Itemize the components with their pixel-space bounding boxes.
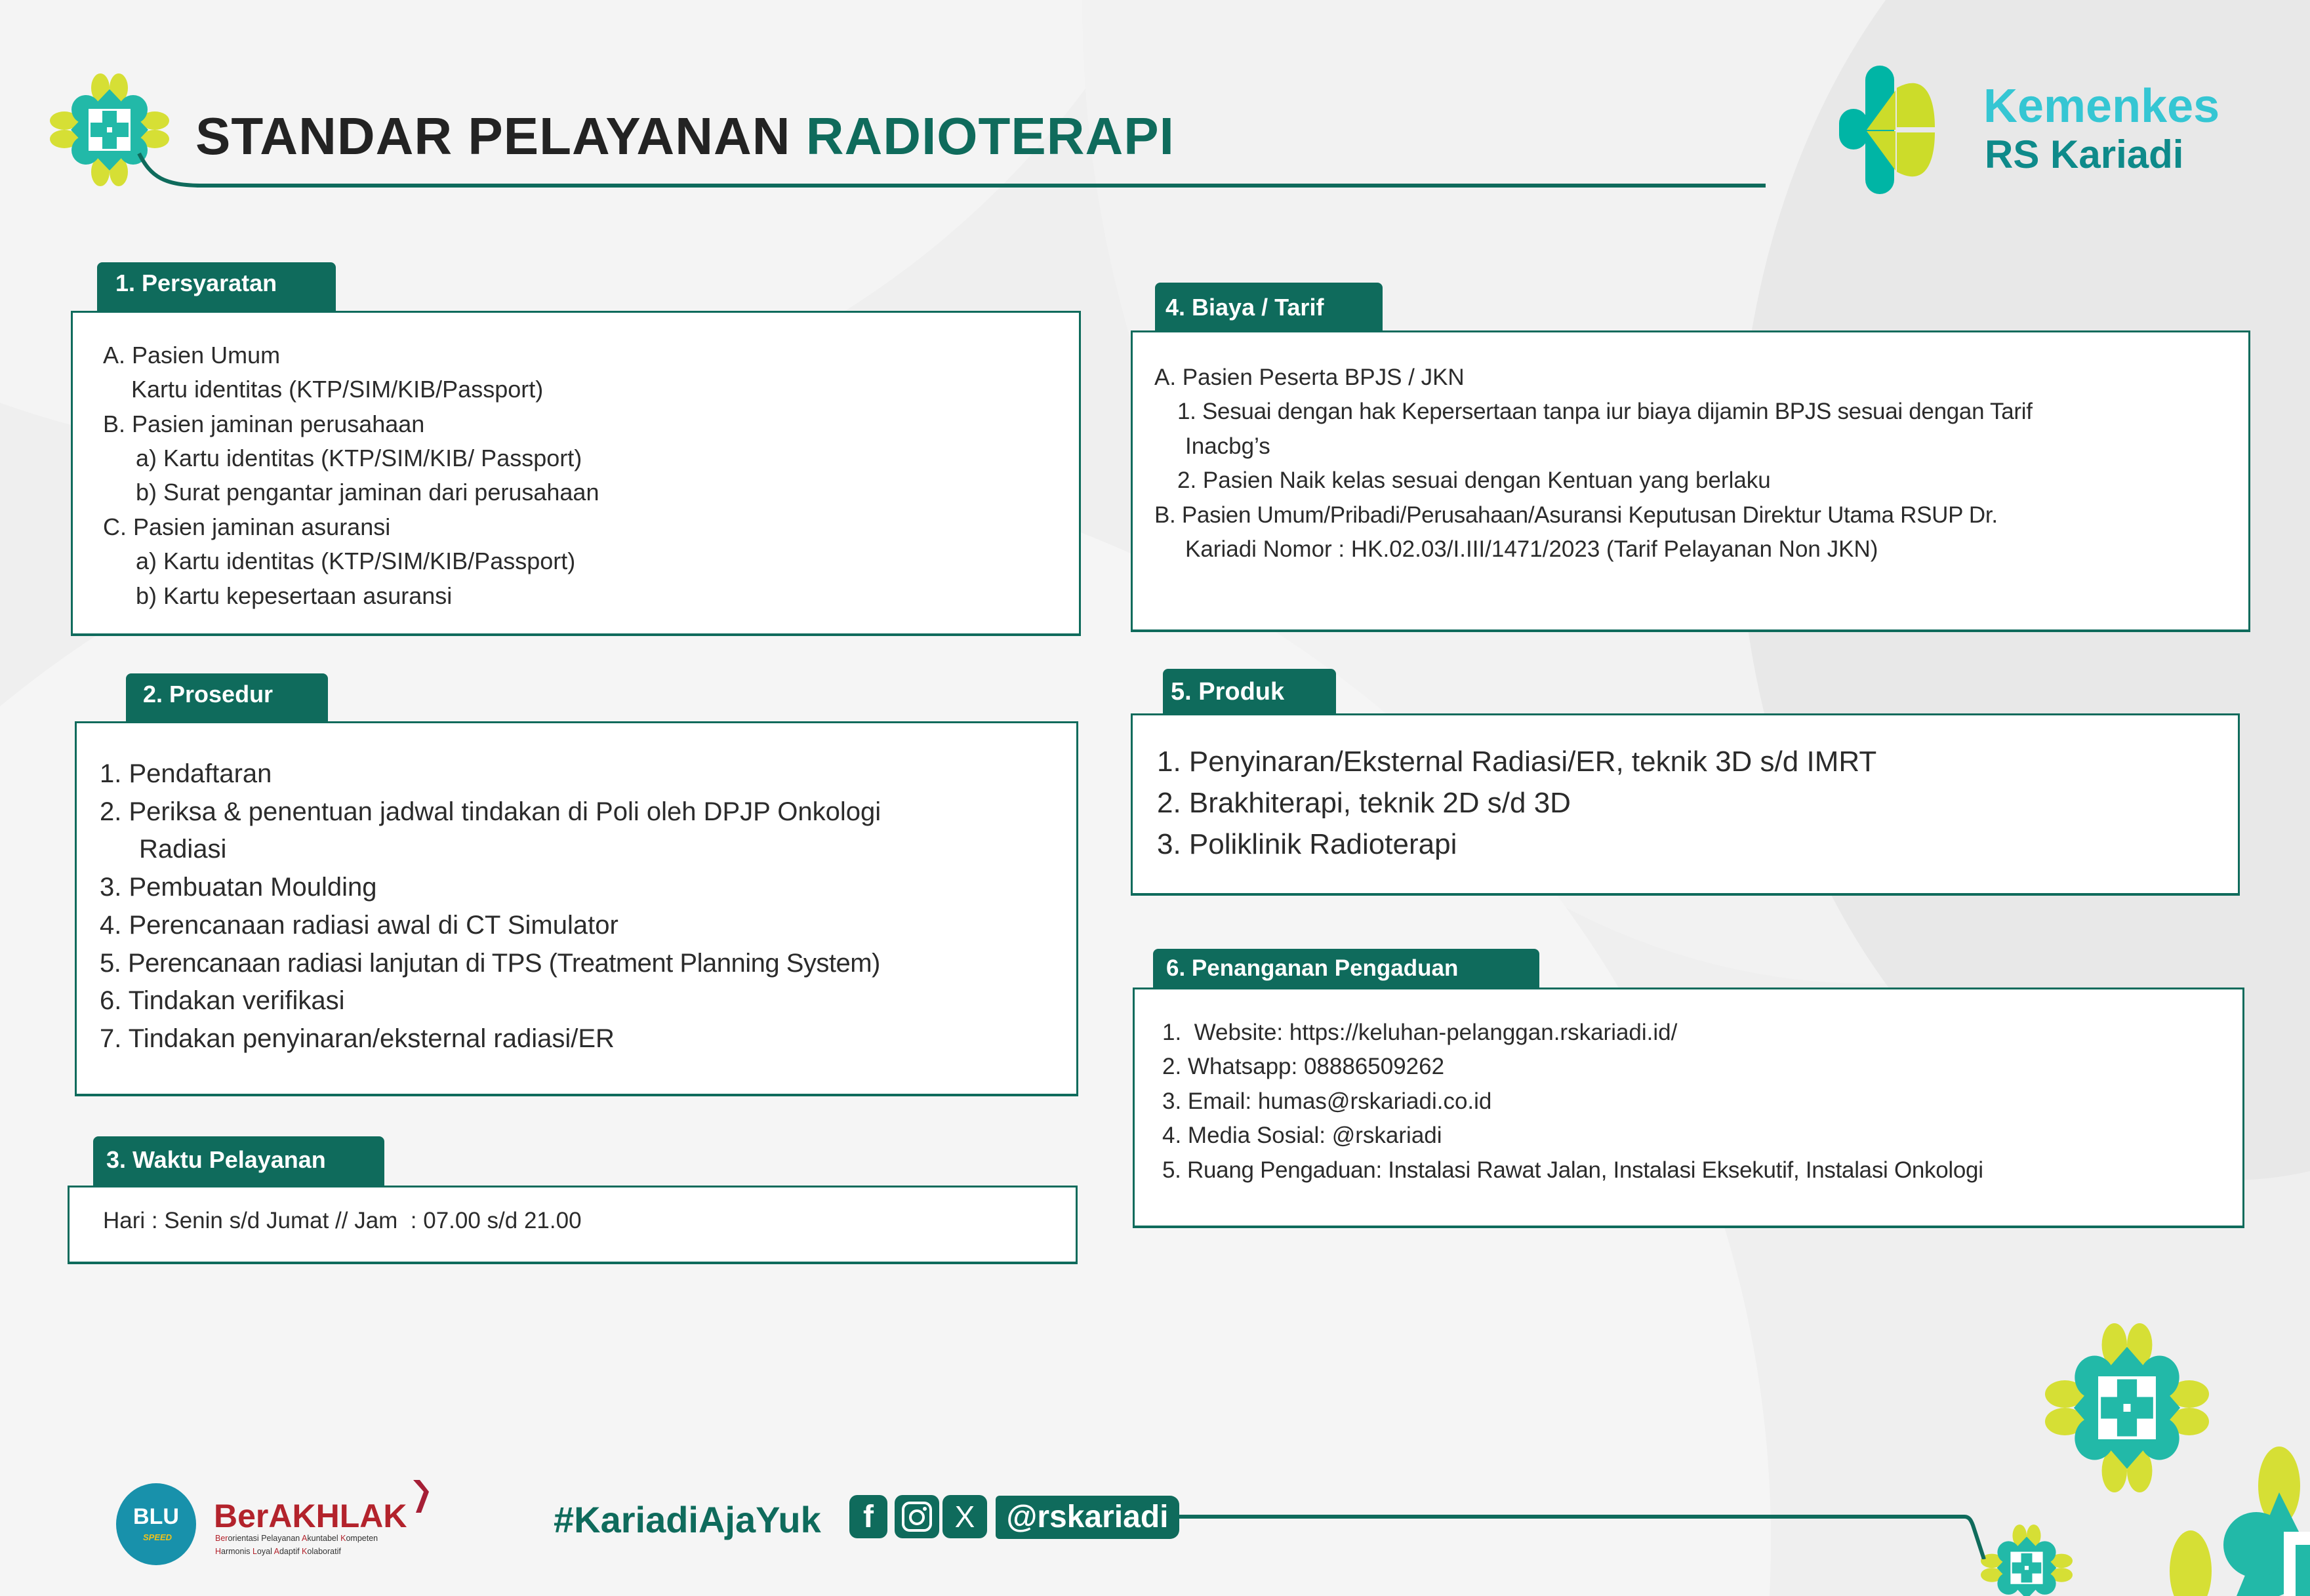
berakhlak-initial: H bbox=[215, 1547, 222, 1556]
facebook-icon[interactable] bbox=[849, 1495, 887, 1538]
prosedur-line: 5. Perencanaan radiasi lanjutan di TPS (Treatment Planning System) bbox=[100, 949, 880, 978]
berakhlak-word: kuntabel bbox=[307, 1534, 341, 1543]
footer-line-curve bbox=[1955, 1513, 2007, 1559]
pengaduan-line: 3. Email: humas@rskariadi.co.id bbox=[1162, 1088, 1492, 1114]
berakhlak-initial: L bbox=[252, 1547, 257, 1556]
biaya-line: Kariadi Nomor : HK.02.03/I.III/1471/2023 (Tarif Pelayanan Non JKN) bbox=[1185, 536, 1878, 562]
biaya-line: Inacbg’s bbox=[1185, 433, 1270, 459]
persyaratan-line: C. Pasien jaminan asuransi bbox=[103, 513, 391, 540]
header-underline bbox=[197, 184, 1766, 188]
blu-logo-text: BLU bbox=[133, 1504, 179, 1529]
persyaratan-tab: 1. Persyaratan bbox=[97, 262, 336, 312]
hashtag: #KariadiAjaYuk bbox=[554, 1499, 821, 1540]
pengaduan-line: 1. Website: https://keluhan-pelanggan.rskariadi.id/ bbox=[1162, 1020, 1678, 1045]
persyaratan-line: B. Pasien jaminan perusahaan bbox=[103, 410, 425, 437]
facebook-glyph: f bbox=[863, 1499, 874, 1534]
pengaduan-line: 2. Whatsapp: 08886509262 bbox=[1162, 1054, 1445, 1079]
prosedur-line: 4. Perencanaan radiasi awal di CT Simulator bbox=[100, 911, 618, 940]
persyaratan-line: a) Kartu identitas (KTP/SIM/KIB/ Passport) bbox=[136, 445, 582, 471]
waktu-line: Hari : Senin s/d Jumat // Jam : 07.00 s/d 21.00 bbox=[103, 1208, 582, 1233]
waktu-tab: 3. Waktu Pelayanan bbox=[93, 1136, 384, 1187]
biaya-line: 1. Sesuai dengan hak Kepersertaan tanpa iur biaya dijamin BPJS sesuai dengan Tarif bbox=[1177, 399, 2033, 424]
berakhlak-initial: A bbox=[302, 1534, 308, 1543]
pengaduan-line: 5. Ruang Pengaduan: Instalasi Rawat Jalan, Instalasi Eksekutif, Instalasi Onkologi bbox=[1162, 1157, 1983, 1183]
berakhlak-initial: K bbox=[340, 1534, 346, 1543]
kemenkes-logo-icon bbox=[1836, 64, 1968, 195]
persyaratan-line: Kartu identitas (KTP/SIM/KIB/Passport) bbox=[131, 376, 544, 403]
prosedur-line: 1. Pendaftaran bbox=[100, 759, 272, 788]
berakhlak-word: armonis bbox=[221, 1547, 253, 1556]
berakhlak-initial: A bbox=[274, 1547, 279, 1556]
berakhlak-word: daptif bbox=[279, 1547, 302, 1556]
persyaratan-line: b) Surat pengantar jaminan dari perusahaan bbox=[136, 479, 599, 506]
persyaratan-line: A. Pasien Umum bbox=[103, 342, 281, 369]
flower-decoration-large-icon bbox=[2164, 1446, 2310, 1596]
instagram-icon[interactable] bbox=[895, 1495, 939, 1538]
x-icon[interactable] bbox=[942, 1495, 987, 1538]
prosedur-line: 3. Pembuatan Moulding bbox=[100, 873, 377, 902]
pengaduan-tab: 6. Penanganan Pengaduan bbox=[1153, 949, 1539, 989]
biaya-line: B. Pasien Umum/Pribadi/Perusahaan/Asuransi Keputusan Direktur Utama RSUP Dr. bbox=[1154, 502, 1998, 528]
prosedur-line: Radiasi bbox=[139, 835, 227, 864]
page-title bbox=[195, 107, 1175, 165]
berakhlak-word: oyal bbox=[256, 1547, 274, 1556]
page-title-main: STANDAR PELAYANAN bbox=[195, 107, 791, 165]
social-handle[interactable]: @rskariadi bbox=[996, 1496, 1179, 1539]
x-glyph: X bbox=[954, 1500, 975, 1534]
instagram-glyph bbox=[901, 1500, 933, 1533]
biaya-tab: 4. Biaya / Tarif bbox=[1155, 283, 1383, 332]
persyaratan-line: b) Kartu kepesertaan asuransi bbox=[136, 582, 453, 609]
produk-line: 2. Brakhiterapi, teknik 2D s/d 3D bbox=[1157, 787, 1571, 819]
berakhlak-word: olaboratif bbox=[307, 1547, 341, 1556]
produk-line: 3. Poliklinik Radioterapi bbox=[1157, 828, 1457, 860]
biaya-line: A. Pasien Peserta BPJS / JKN bbox=[1154, 365, 1465, 390]
blu-logo-subtext: SPEED bbox=[142, 1532, 172, 1542]
prosedur-line: 2. Periksa & penentuan jadwal tindakan di Poli oleh DPJP Onkologi bbox=[100, 797, 881, 826]
prosedur-line: 7. Tindakan penyinaran/eksternal radiasi/ER bbox=[100, 1024, 615, 1053]
brand-name: Kemenkes bbox=[1983, 80, 2220, 132]
berakhlak-word: orientasi bbox=[228, 1534, 262, 1543]
berakhlak-initial: Ber bbox=[215, 1534, 228, 1543]
berakhlak-tagline-2 bbox=[215, 1547, 341, 1556]
persyaratan-line: a) Kartu identitas (KTP/SIM/KIB/Passport) bbox=[136, 548, 576, 574]
prosedur-tab: 2. Prosedur bbox=[126, 673, 328, 723]
pengaduan-line: 4. Media Sosial: @rskariadi bbox=[1162, 1123, 1442, 1148]
berakhlak-initial: K bbox=[302, 1547, 308, 1556]
berakhlak-tagline-1 bbox=[215, 1534, 378, 1543]
berakhlak-logo-title: BerAKHLAK bbox=[214, 1498, 407, 1534]
biaya-line: 2. Pasien Naik kelas sesuai dengan Kentuan yang berlaku bbox=[1177, 468, 1771, 493]
berakhlak-chevron-icon bbox=[409, 1480, 429, 1513]
produk-tab: 5. Produk bbox=[1163, 669, 1336, 715]
page-title-accent: RADIOTERAPI bbox=[805, 107, 1175, 165]
berakhlak-word: ompeten bbox=[346, 1534, 378, 1543]
produk-line: 1. Penyinaran/Eksternal Radiasi/ER, teknik 3D s/d IMRT bbox=[1157, 746, 1877, 778]
berakhlak-word: Pelayanan bbox=[261, 1534, 302, 1543]
blu-speed-logo bbox=[116, 1483, 196, 1565]
footer-line bbox=[1178, 1515, 1958, 1519]
brand-subtitle: RS Kariadi bbox=[1985, 132, 2184, 176]
prosedur-line: 6. Tindakan verifikasi bbox=[100, 986, 345, 1015]
